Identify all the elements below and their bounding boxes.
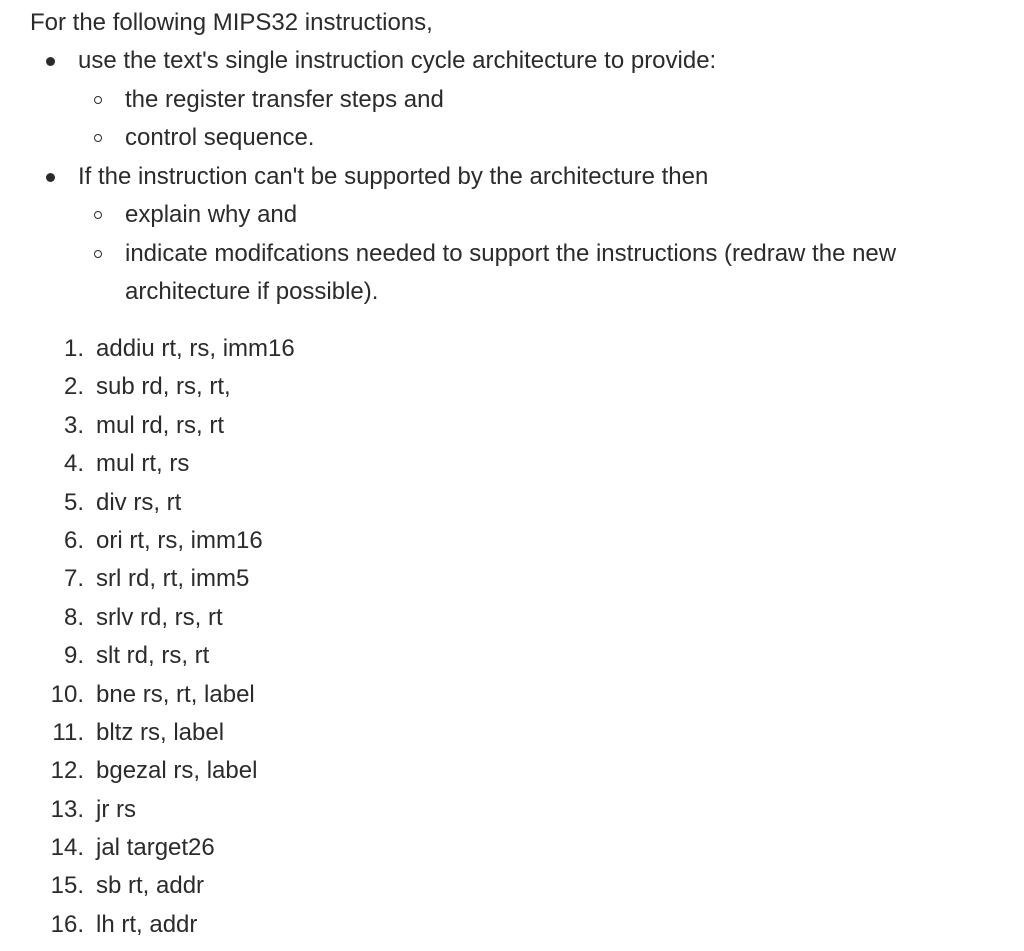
instruction-number: 6. [63,526,84,554]
instruction-text: slt rd, rs, rt [96,642,210,670]
instruction-text: srl rd, rt, imm5 [96,565,250,593]
instruction-text: mul rd, rs, rt [96,411,225,439]
instruction-number: 1. [63,335,84,362]
sub-bullet-text: control sequence. [125,124,315,151]
instruction-number: 7. [63,565,84,593]
hollow-bullet-icon [94,134,102,142]
instruction-text: bltz rs, label [96,718,225,746]
bullet-item [0,42,1024,158]
intro-text: For the following MIPS32 instructions, [30,9,433,36]
instruction-number: 5. [63,488,84,516]
instruction-text: mul rt, rs [96,450,190,478]
instruction-number: 9. [63,642,84,670]
hollow-bullet-icon [94,96,102,104]
sub-bullet-text: indicate modifcations needed to support the instructions (redraw the new architecture if possible). [125,239,897,305]
instruction-text: addiu rt, rs, imm16 [96,335,295,362]
instruction-text: bgezal rs, label [96,757,258,785]
instruction-text: jal target26 [96,834,215,862]
sub-bullet-list [78,81,1024,158]
instruction-number: 2. [63,373,84,401]
bullet-text: If the instruction can't be supported by the architecture then [78,162,709,190]
sub-bullet-list [78,196,1024,312]
bullet-dot-icon [46,173,55,182]
instruction-text: sub rd, rs, rt, [96,373,231,401]
instruction-number: 11. [52,718,84,746]
instruction-text: ori rt, rs, imm16 [96,526,263,554]
bullet-item [0,158,1024,312]
sub-bullet-text: the register transfer steps and [125,85,444,113]
instruction-number: 12. [50,757,84,785]
hollow-bullet-icon [94,211,102,219]
instruction-text: bne rs, rt, label [96,680,255,708]
bullet-text: use the text's single instruction cycle architecture to provide: [78,47,717,74]
instruction-text: div rs, rt [96,488,182,516]
instruction-number: 16. [50,910,84,938]
instruction-text: srlv rd, rs, rt [96,603,223,631]
hollow-bullet-icon [94,250,102,258]
instruction-text: jr rs [96,795,136,823]
instruction-number: 13. [50,795,84,823]
sub-bullet-item [78,235,1024,312]
sub-bullet-item [78,196,1024,235]
instruction-number: 15. [50,872,84,900]
bullet-dot-icon [46,57,55,66]
instruction-number: 4. [63,450,84,478]
bullet-list [0,42,1024,312]
instruction-text: sb rt, addr [96,872,205,900]
sub-bullet-item [78,81,1024,120]
instruction-number: 8. [63,603,84,631]
instruction-number: 10. [50,680,84,708]
sub-bullet-item [78,119,1024,158]
sub-bullet-text: explain why and [125,201,298,228]
instruction-number: 14. [50,834,84,862]
instruction-text: lh rt, addr [96,910,198,938]
instruction-number: 3. [63,411,84,439]
